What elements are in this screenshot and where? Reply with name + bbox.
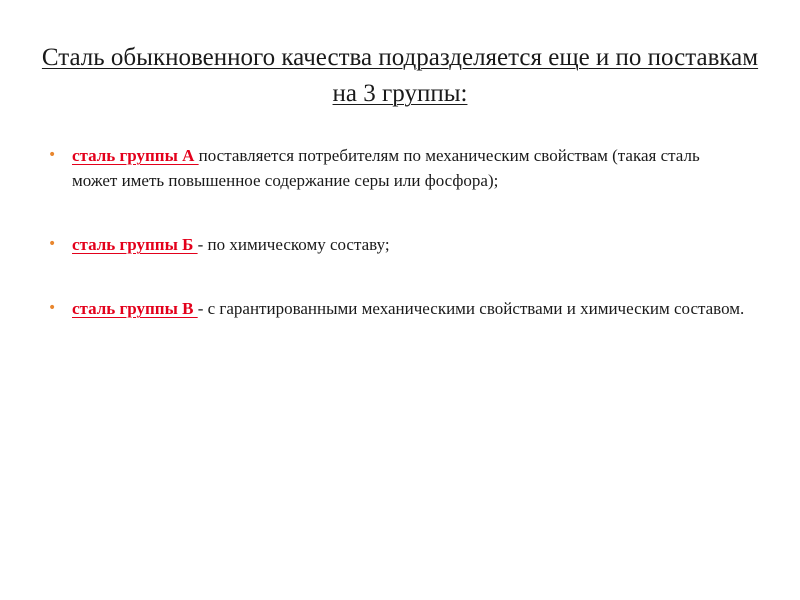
group-a-description: поставляется потребителям по механическим свойствам (такая сталь может иметь повышенное содержание серы или фосфора); [72, 146, 700, 190]
group-b-description: - по химическому составу; [197, 235, 390, 254]
group-v-term: сталь группы В [72, 299, 198, 318]
bullet-list [48, 143, 748, 360]
slide-title: Сталь обыкновенного качества подразделяется еще и по поставкам на 3 группы: [41, 44, 759, 107]
group-v-description: - с гарантированными механическими свойствами и химическим составом. [197, 299, 745, 318]
group-a-term: сталь группы А [72, 146, 199, 165]
group-b-term: сталь группы Б [72, 235, 198, 254]
bullet-dot-icon: • [48, 300, 57, 316]
bullet-item-group-v [48, 296, 748, 321]
bullet-dot-icon: • [48, 236, 57, 252]
bullet-dot-icon: • [48, 147, 57, 163]
bullet-item-group-b [48, 232, 748, 257]
bullet-item-group-a [48, 143, 748, 193]
